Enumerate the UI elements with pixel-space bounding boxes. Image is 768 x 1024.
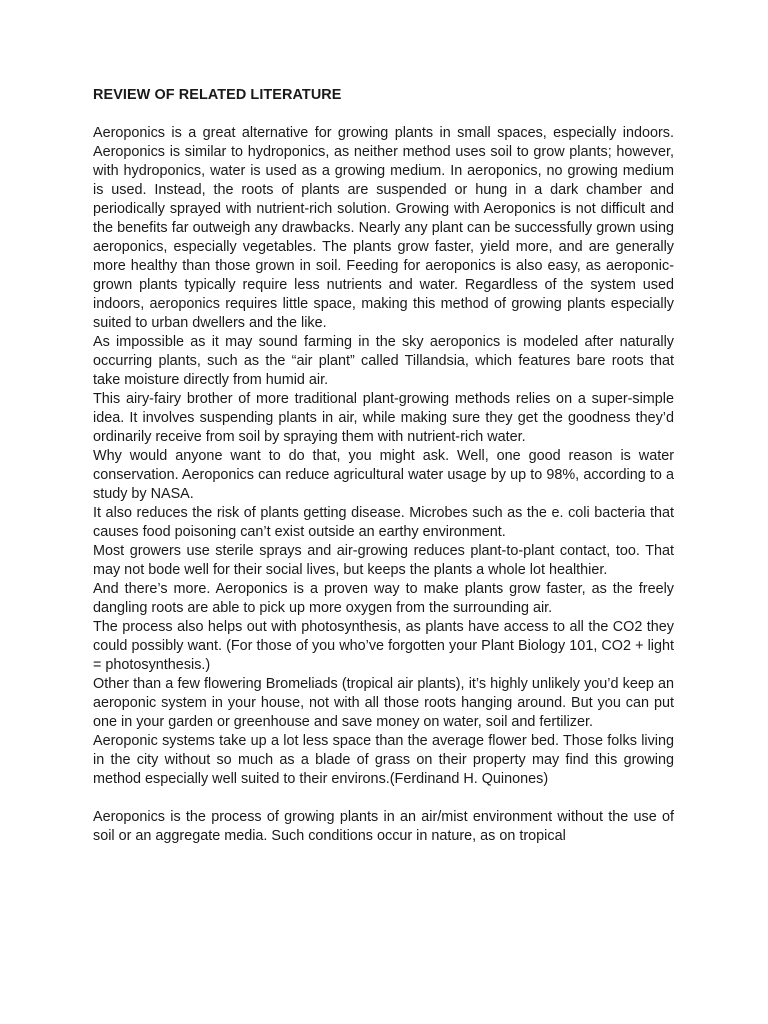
paragraph-sterile-sprays: Most growers use sterile sprays and air-growing reduces plant-to-plant contact, too. That may not bode well for their social lives, but keeps the plants a whole lot healthier.	[93, 543, 674, 578]
paragraph-faster-growth: And there’s more. Aeroponics is a proven way to make plants grow faster, as the freely dangling roots are able to pick up more oxygen from the surrounding air.	[93, 581, 674, 616]
paragraph-space-saving: Aeroponic systems take up a lot less space than the average flower bed. Those folks living in the city without so much as a blade of grass on their property may find this growing method especially well suited to their environs.(Ferdinand H. Quinones)	[93, 733, 674, 787]
paragraph-photosynthesis: The process also helps out with photosynthesis, as plants have access to all the CO2 they could possibly want. (For those of you who’ve forgotten your Plant Biology 101, CO2 + light = photosynthesis.)	[93, 619, 674, 673]
paragraph-air-plant: As impossible as it may sound farming in the sky aeroponics is modeled after naturally occurring plants, such as the “air plant” called Tillandsia, which features bare roots that take moisture directly from humid air.	[93, 334, 674, 388]
paragraph-air-mist-definition: Aeroponics is the process of growing plants in an air/mist environment without the use of soil or an aggregate media. Such conditions occur in nature, as on tropical	[93, 809, 674, 844]
section-heading: REVIEW OF RELATED LITERATURE	[93, 87, 342, 103]
paragraph-airy-fairy: This airy-fairy brother of more traditional plant-growing methods relies on a super-simple idea. It involves suspending plants in air, while making sure they get the goodness they’d ordinarily receive from soil by spraying them with nutrient-rich water.	[93, 391, 674, 445]
document-body	[93, 86, 674, 846]
paragraph-water-conservation: Why would anyone want to do that, you might ask. Well, one good reason is water conservation. Aeroponics can reduce agricultural water usage by up to 98%, according to a study by NASA.	[93, 448, 674, 502]
paragraph-disease-risk: It also reduces the risk of plants getting disease. Microbes such as the e. coli bacteria that causes food poisoning can’t exist outside an earthy environment.	[93, 505, 674, 540]
paragraph-bromeliads: Other than a few flowering Bromeliads (tropical air plants), it’s highly unlikely you’d keep an aeroponic system in your house, not with all those roots hanging around. But you can put one in your garden or greenhouse and save money on water, soil and fertilizer.	[93, 676, 674, 730]
paragraph-aeroponics-overview: Aeroponics is a great alternative for growing plants in small spaces, especially indoors. Aeroponics is similar to hydroponics, as neither method uses soil to grow plants; however, with hydroponics, water is used as a growing medium. In aeroponics, no growing medium is used. Instead, the roots of plants are suspended or hung in a dark chamber and periodically sprayed with nutrient-rich solution. Growing with Aeroponics is not difficult and the benefits far outweigh any drawbacks. Nearly any plant can be successfully grown using aeroponics, especially vegetables. The plants grow faster, yield more, and are generally more healthy than those grown in soil. Feeding for aeroponics is also easy, as aeroponic-grown plants typically require less nutrients and water. Regardless of the system used indoors, aeroponics requires little space, making this method of growing plants especially suited to urban dwellers and the like.	[93, 125, 674, 331]
